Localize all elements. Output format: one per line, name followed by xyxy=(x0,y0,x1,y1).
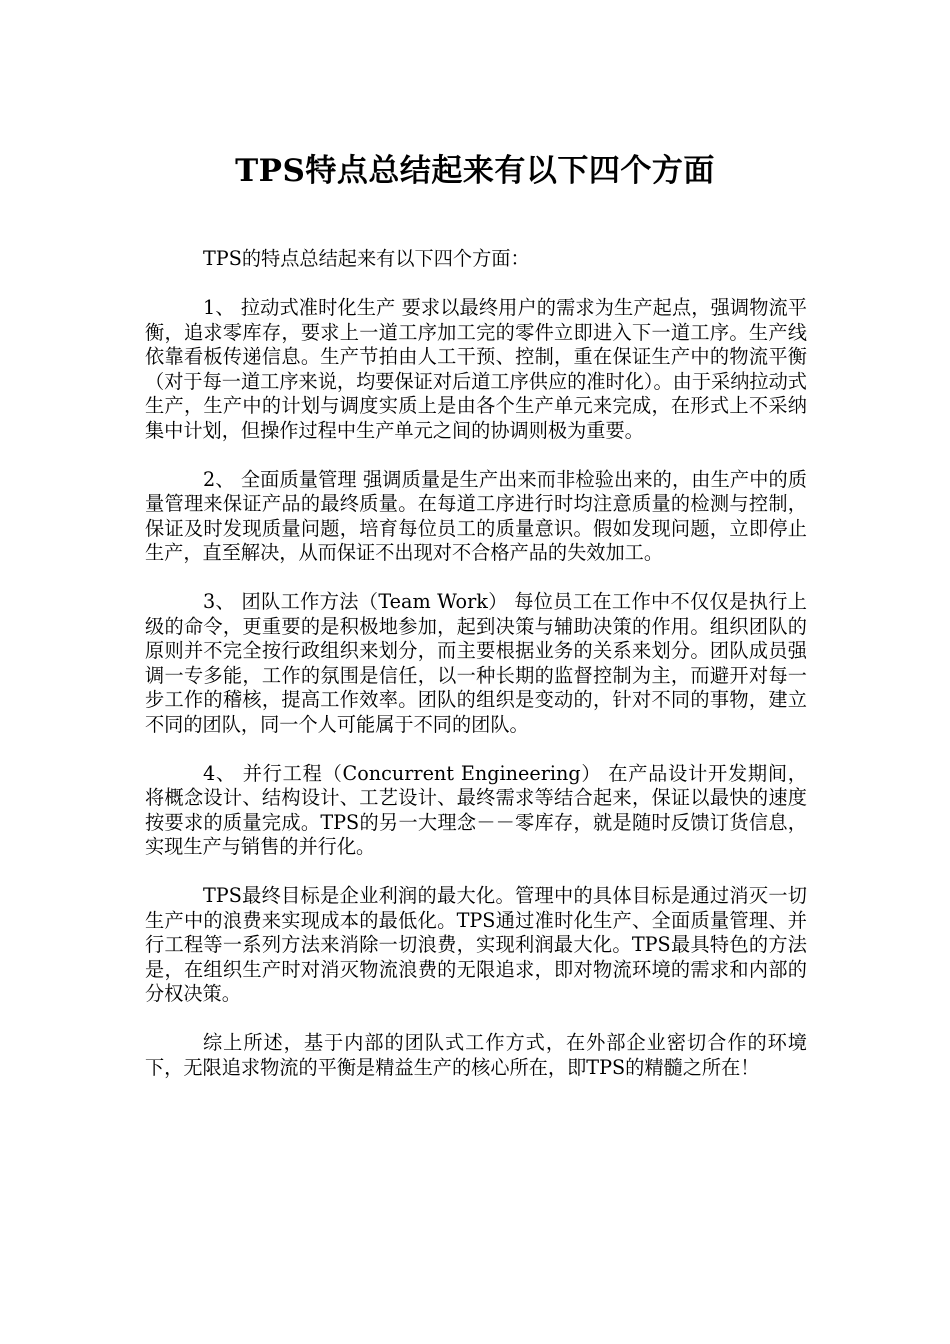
paragraph-concurrent-engineering: 4、 并行工程（Concurrent Engineering） 在产品设计开发期间，将概念设计、结构设计、工艺设计、最终需求等结合起来，保证以最快的速度按要求的质量完成。TPS的另一大理念－－零库存，就是随时反馈订货信息，实现生产与销售的并行化。 xyxy=(145,761,807,858)
paragraph-conclusion: 综上所述，基于内部的团队式工作方式，在外部企业密切合作的环境下，无限追求物流的平衡是精益生产的核心所在，即TPS的精髓之所在！ xyxy=(145,1031,807,1079)
document-title: TPS特点总结起来有以下四个方面 xyxy=(235,152,715,189)
paragraph-final-goal: TPS最终目标是企业利润的最大化。管理中的具体目标是通过消灭一切生产中的浪费来实现成本的最低化。TPS通过准时化生产、全面质量管理、并行工程等一系列方法来消除一切浪费，实现利润最大化。TPS最具特色的方法是，在组织生产时对消灭物流浪费的无限追求，即对物流环境的需求和内部的分权决策。 xyxy=(145,884,807,1005)
paragraph-team-work: 3、 团队工作方法（Team Work） 每位员工在工作中不仅仅是执行上级的命令，更重要的是积极地参加，起到决策与辅助决策的作用。组织团队的原则并不完全按行政组织来划分，而主要根据业务的关系来划分。团队成员强调一专多能，工作的氛围是信任，以一种长期的监督控制为主，而避开对每一步工作的稽核，提高工作效率。团队的组织是变动的，针对不同的事物，建立不同的团队，同一个人可能属于不同的团队。 xyxy=(145,590,807,736)
intro-paragraph: TPS的特点总结起来有以下四个方面： xyxy=(203,247,530,270)
paragraph-quality-management: 2、 全面质量管理 强调质量是生产出来而非检验出来的，由生产中的质量管理来保证产品的最终质量。在每道工序进行时均注意质量的检测与控制，保证及时发现质量问题，培育每位员工的质量意识。假如发现问题，立即停止生产，直至解决，从而保证不出现对不合格产品的失效加工。 xyxy=(145,467,807,564)
paragraph-pull-production: 1、 拉动式准时化生产 要求以最终用户的需求为生产起点，强调物流平衡，追求零库存，要求上一道工序加工完的零件立即进入下一道工序。生产线依靠看板传递信息。生产节拍由人工干预、控制，重在保证生产中的物流平衡（对于每一道工序来说，均要保证对后道工序供应的准时化）。由于采纳拉动式生产，生产中的计划与调度实质上是由各个生产单元来完成，在形式上不采纳集中计划，但操作过程中生产单元之间的协调则极为重要。 xyxy=(145,296,807,442)
document-body xyxy=(145,247,807,1105)
